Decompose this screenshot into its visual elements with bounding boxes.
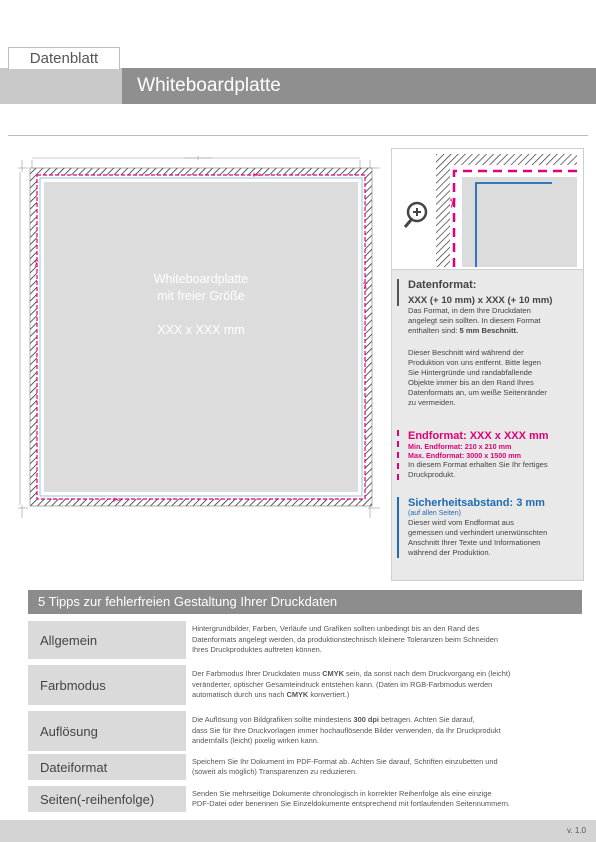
format-info [397, 279, 580, 408]
datasheet-tab: Datenblatt [8, 47, 120, 69]
scissors-icon: ✂ [444, 198, 459, 209]
tip-label: Auflösung [28, 711, 186, 751]
tip-line: automatisch durch uns nach CMYK konvertiert.) [192, 690, 350, 700]
svg-text:✂: ✂ [253, 171, 261, 181]
safety-sub: (auf allen Seiten) [408, 510, 461, 517]
format-heading: Datenformat: [408, 279, 477, 291]
zoom-diagram [392, 149, 583, 269]
format-text-bold: 5 mm Beschnitt. [459, 326, 519, 335]
tip-line: Senden Sie mehrseitige Dokumente chronologisch in korrekter Reihenfolge als eine einzige [192, 788, 492, 798]
tip-text [192, 665, 582, 705]
svg-text:✂: ✂ [30, 260, 40, 268]
artwork-size: XXX x XXX mm [157, 323, 245, 337]
format-size: XXX (+ 10 mm) x XXX (+ 10 mm) [408, 295, 553, 306]
tip-line: Ihres Druckproduktes auftreten können. [192, 645, 322, 655]
svg-text:✂: ✂ [359, 282, 369, 290]
tip-line: andernfalls (leicht) pixelig wirken kann. [192, 736, 319, 746]
safety-info [397, 497, 580, 558]
format-text-2: angelegt sein sollten. In diesem Format [408, 316, 541, 325]
cut-text-2: Produktion von uns entfernt. Bitte legen [408, 358, 541, 367]
end-format-text-2: Druckprodukt. [408, 470, 456, 479]
tip-line: Speichern Sie Ihr Dokument im PDF-Format ab. Achten Sie darauf, Schriften einzubetten und [192, 756, 498, 766]
cut-text-5: Datenformats an, um weiße Seitenränder [408, 388, 547, 397]
format-text-1: Das Format, in dem Ihre Druckdaten [408, 306, 531, 315]
tip-label: Allgemein [28, 621, 186, 659]
tip-row-file-format [28, 754, 582, 780]
tip-text [192, 786, 582, 812]
tip-line: dass Sie für Ihre Druckvorlagen immer hochauflösende Bilder verwenden, da Ihr Druckprodukt [192, 725, 501, 735]
page-title: Whiteboardplatte [137, 75, 281, 96]
safety-text-2: gemessen und verhindert unerwünschten [408, 528, 548, 537]
tip-line: (soweit als möglich) Transparenzen zu reduzieren. [192, 767, 358, 776]
tip-label: Farbmodus [28, 665, 186, 705]
tip-line: veränderter, optischer Gesamteindruck entstehen kann. (Daten im RGB-Farbmodus werden [192, 679, 493, 689]
end-format-heading: Endformat: XXX x XXX mm [408, 430, 549, 442]
tip-line: Die Auflösung von Bildgrafiken sollte mindestens 300 dpi betragen. Achten Sie darauf, [192, 715, 475, 725]
tip-line: Hintergrundbilder, Farben, Verläufe und Grafiken sollten unbedingt bis an den Rand des [192, 624, 480, 634]
tip-text [192, 754, 582, 780]
cut-text-3: Sie Hintergründe und randabfallende [408, 368, 533, 377]
end-format-max: Max. Endformat: 3000 x 1500 mm [408, 451, 522, 460]
tip-row-general [28, 621, 582, 659]
tip-label: Dateiformat [28, 754, 186, 780]
cut-text-4: Objekte immer bis an den Rand Ihres [408, 378, 534, 387]
tips-heading: 5 Tipps zur fehlerfreien Gestaltung Ihrer Druckdaten [28, 590, 582, 614]
safety-text-3: Anschnitt Ihrer Texte und Informationen [408, 538, 541, 547]
svg-text:✂: ✂ [113, 496, 121, 506]
footer-bar [0, 820, 596, 842]
end-format-min: Min. Endformat: 210 x 210 mm [408, 442, 512, 451]
zoom-in-icon [405, 203, 426, 227]
cut-text-6: zu vermeiden. [408, 398, 456, 407]
cut-text-1: Dieser Beschnitt wird während der [408, 348, 524, 357]
tip-line: PDF-Datei oder benennen Sie Einzeldokumente entsprechend mit fortlaufenden Seitennummern. [192, 799, 510, 808]
tip-text [192, 711, 582, 751]
tip-row-color-mode [28, 665, 582, 705]
tip-row-page-order [28, 786, 582, 812]
end-format-info [397, 430, 580, 480]
format-text-3: enthalten sind: [408, 326, 460, 335]
tip-line: Der Farbmodus Ihrer Druckdaten muss CMYK sein, da sonst nach dem Druckvorgang ein (leicht) [192, 669, 511, 679]
artwork-line-2: mit freier Größe [157, 289, 245, 303]
divider [8, 135, 588, 136]
tip-row-resolution [28, 711, 582, 751]
safety-text-1: Dieser wird vom Endformat aus [408, 518, 514, 527]
artwork-line-1: Whiteboardplatte [153, 272, 249, 286]
version-label: v. 1.0 [567, 826, 586, 835]
safety-text-4: während der Produktion. [408, 548, 491, 557]
end-format-text-1: In diesem Format erhalten Sie Ihr fertiges [408, 460, 548, 469]
tip-line: Datenformats angelegt werden, da produktionstechnisch kleinere Toleranzen beim Schneiden [192, 634, 498, 644]
artwork-label [44, 271, 358, 339]
safety-heading: Sicherheitsabstand: 3 mm [408, 497, 545, 509]
tip-label: Seiten(-reihenfolge) [28, 786, 186, 812]
tip-text [192, 621, 582, 659]
